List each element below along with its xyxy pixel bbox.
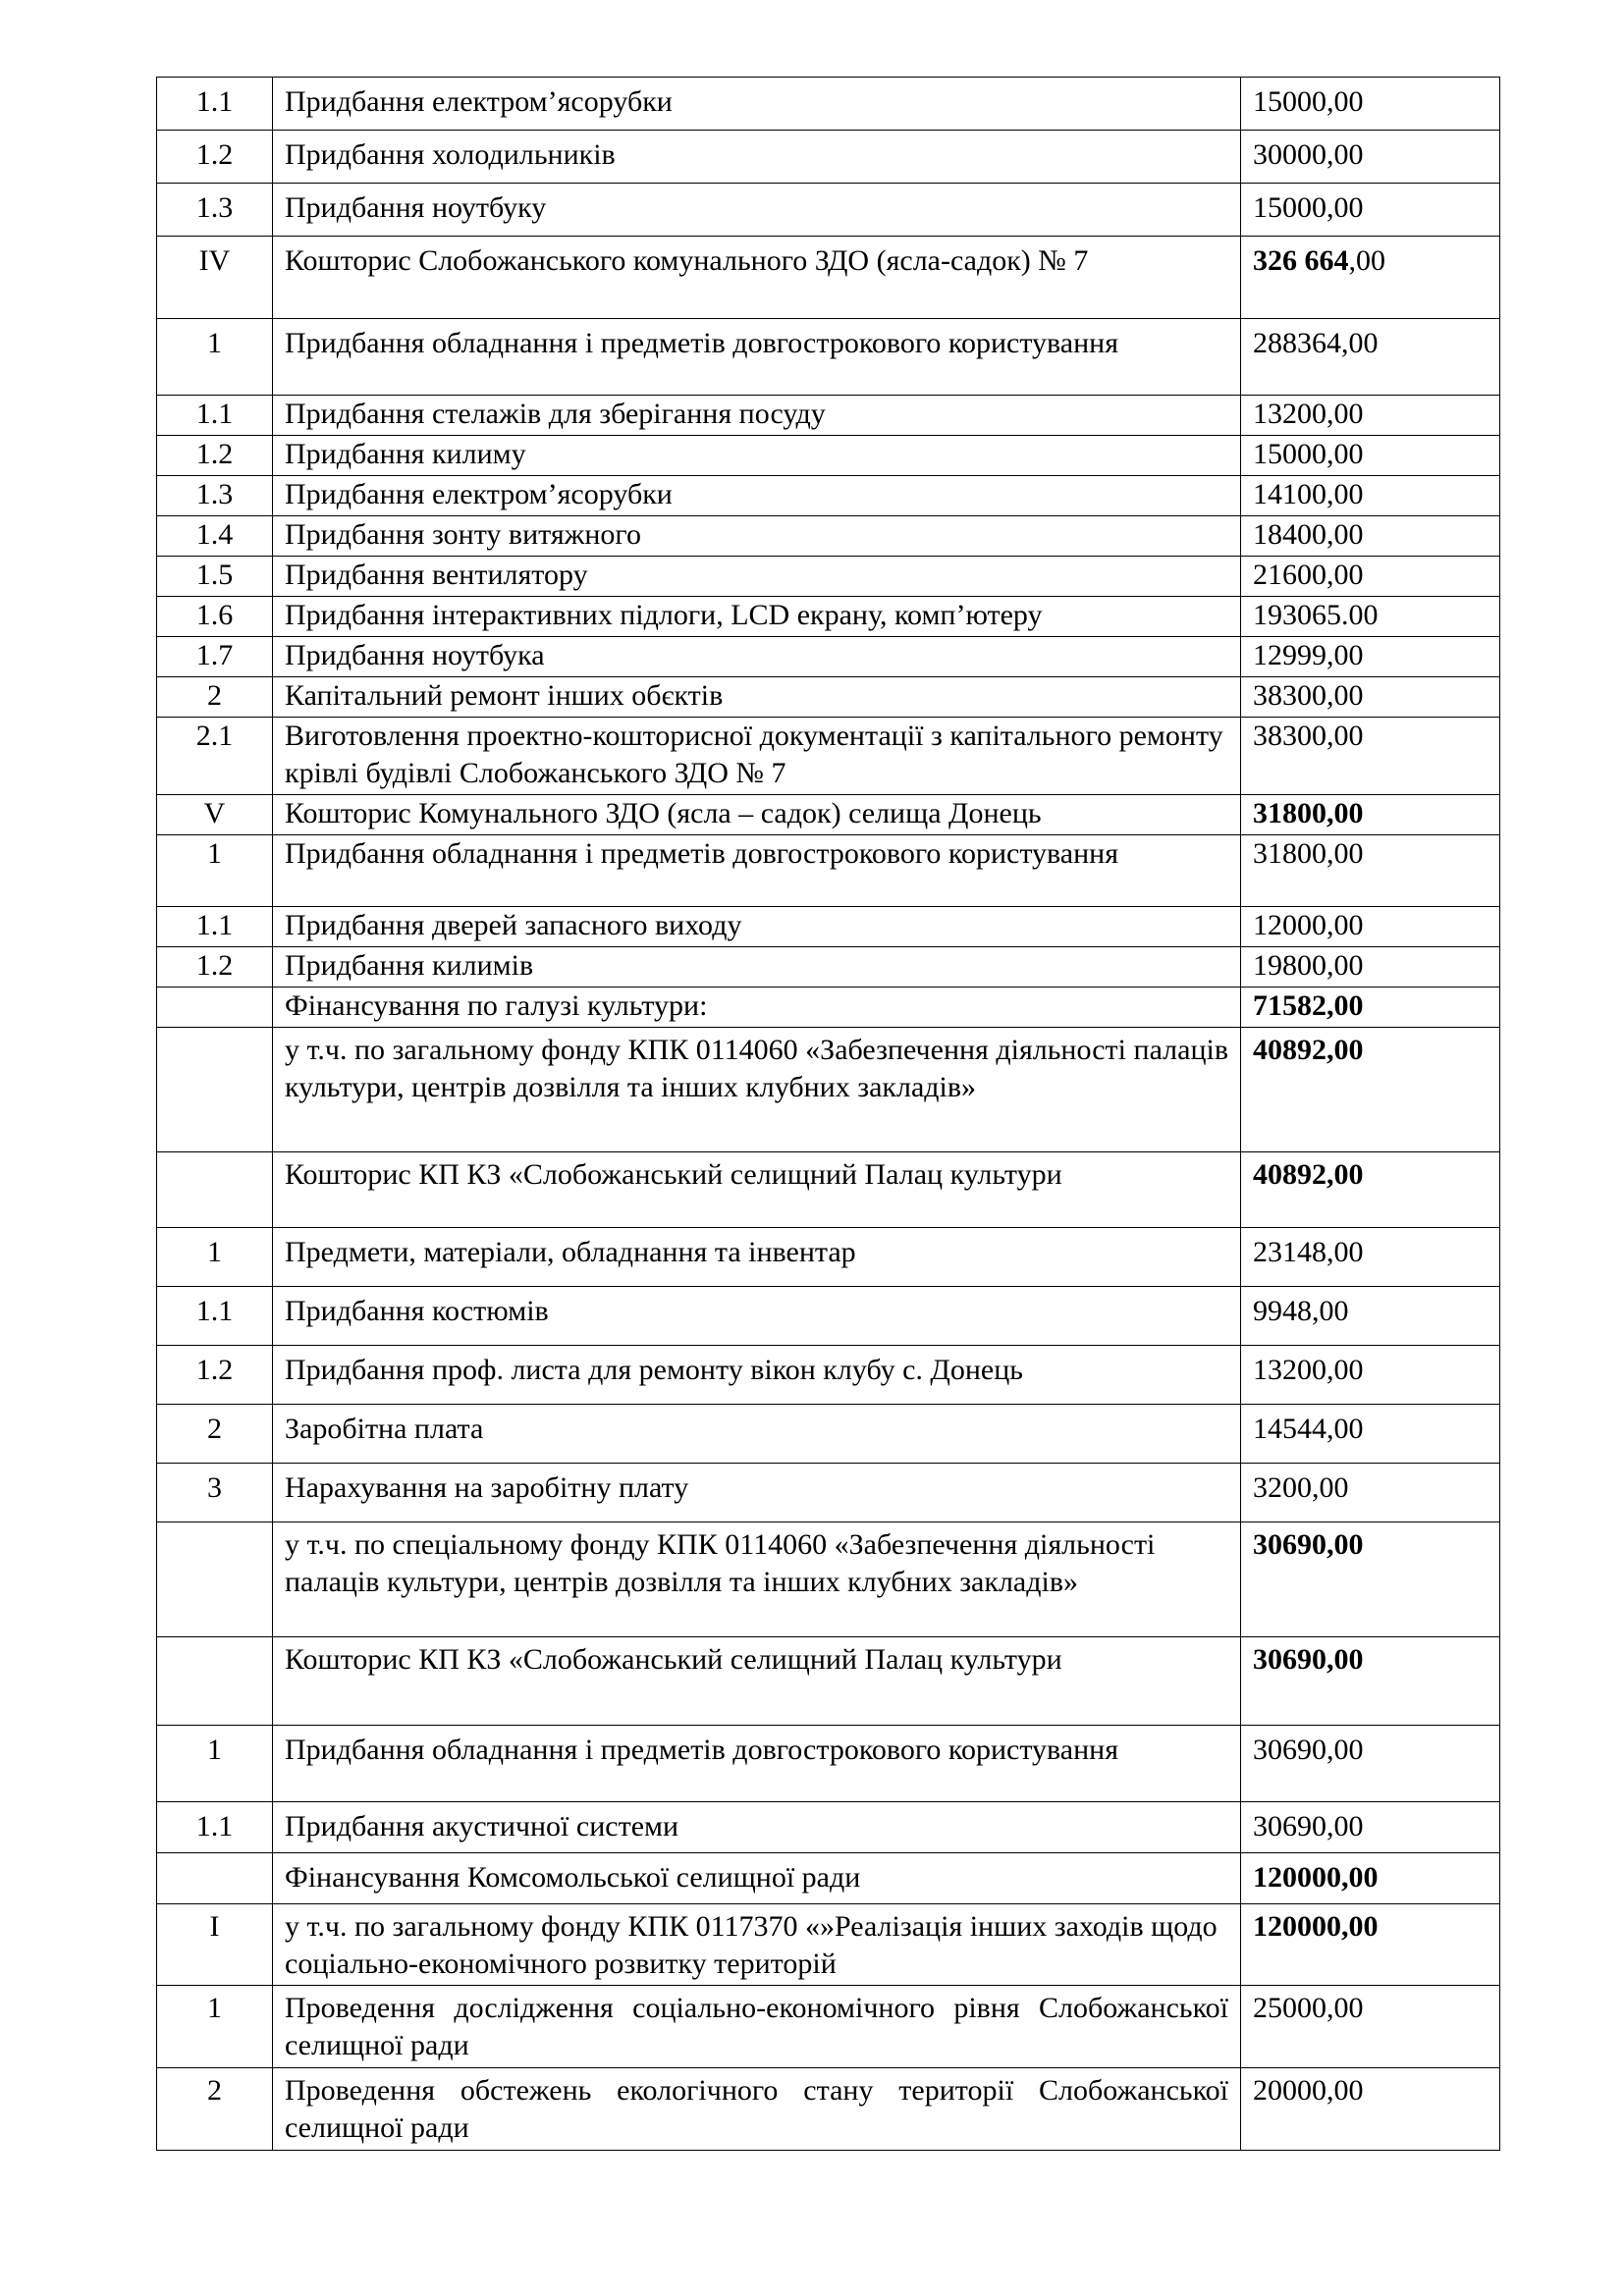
table-row [157, 1028, 1500, 1152]
row-number: V [157, 795, 273, 835]
row-description: Придбання інтерактивних підлоги, LCD екрану, комп’ютеру [273, 597, 1241, 637]
row-number [157, 1028, 273, 1152]
row-description: Придбання електром’ясорубки [273, 78, 1241, 131]
row-description: Виготовлення проектно-кошторисної документації з капітального ремонту крівлі будівлі Слобожанського ЗДО № 7 [273, 718, 1241, 795]
row-number: 2 [157, 677, 273, 718]
row-amount: 40892,00 [1241, 1152, 1500, 1228]
row-number: 1.2 [157, 947, 273, 988]
row-amount: 38300,00 [1241, 677, 1500, 718]
row-number: 1.2 [157, 1346, 273, 1405]
row-description: Придбання ноутбуку [273, 184, 1241, 237]
row-number: 1.2 [157, 436, 273, 476]
table-row [157, 1986, 1500, 2068]
row-description: Заробітна плата [273, 1405, 1241, 1464]
table-row [157, 677, 1500, 718]
row-description: Проведення обстежень екологічного стану території Слобожанської селищної ради [273, 2068, 1241, 2151]
row-number: 1.1 [157, 78, 273, 131]
row-description: Придбання костюмів [273, 1287, 1241, 1346]
row-description: у т.ч. по загальному фонду КПК 0117370 «»Реалізація інших заходів щодо соціально-економічного розвитку територій [273, 1904, 1241, 1986]
row-description: Придбання акустичної системи [273, 1802, 1241, 1853]
row-number: I [157, 1904, 273, 1986]
table-row [157, 1228, 1500, 1287]
row-description: Предмети, матеріали, обладнання та інвентар [273, 1228, 1241, 1287]
row-number: 1.5 [157, 557, 273, 597]
table-row [157, 1802, 1500, 1853]
row-number: 1.3 [157, 184, 273, 237]
table-row [157, 1152, 1500, 1228]
table-row [157, 1287, 1500, 1346]
table-row [157, 2068, 1500, 2151]
row-number: 2 [157, 2068, 273, 2151]
table-row [157, 597, 1500, 637]
row-amount: 12999,00 [1241, 637, 1500, 677]
row-amount: 120000,00 [1241, 1904, 1500, 1986]
row-number: 2 [157, 1405, 273, 1464]
row-amount: 21600,00 [1241, 557, 1500, 597]
row-amount: 30690,00 [1241, 1726, 1500, 1802]
row-amount: 15000,00 [1241, 78, 1500, 131]
row-amount: 31800,00 [1241, 795, 1500, 835]
row-number [157, 988, 273, 1028]
table-row [157, 907, 1500, 947]
row-amount: 30690,00 [1241, 1522, 1500, 1637]
row-number: 1.1 [157, 1287, 273, 1346]
row-amount: 30690,00 [1241, 1802, 1500, 1853]
row-description: у т.ч. по загальному фонду КПК 0114060 «Забезпечення діяльності палаців культури, центрів дозвілля та інших клубних закладів» [273, 1028, 1241, 1152]
table-row [157, 1522, 1500, 1637]
row-amount: 193065.00 [1241, 597, 1500, 637]
row-number: 1.4 [157, 516, 273, 557]
row-number: 1 [157, 1726, 273, 1802]
row-amount: 120000,00 [1241, 1853, 1500, 1904]
row-number: IV [157, 237, 273, 319]
budget-table [156, 77, 1500, 2151]
row-number: 1.6 [157, 597, 273, 637]
row-description: Придбання килиму [273, 436, 1241, 476]
table-row [157, 476, 1500, 516]
row-description: Фінансування по галузі культури: [273, 988, 1241, 1028]
row-number: 1.2 [157, 131, 273, 184]
row-number: 3 [157, 1464, 273, 1522]
row-description: Придбання зонту витяжного [273, 516, 1241, 557]
row-amount: 12000,00 [1241, 907, 1500, 947]
row-amount [1241, 237, 1500, 319]
row-amount-bold: 326 664 [1253, 244, 1349, 277]
table-row [157, 795, 1500, 835]
row-description: Придбання холодильників [273, 131, 1241, 184]
table-row [157, 396, 1500, 436]
row-number: 1 [157, 1986, 273, 2068]
table-row [157, 1726, 1500, 1802]
row-number: 2.1 [157, 718, 273, 795]
row-amount: 40892,00 [1241, 1028, 1500, 1152]
row-number [157, 1637, 273, 1726]
row-amount: 20000,00 [1241, 2068, 1500, 2151]
row-description: Кошторис Слобожанського комунального ЗДО (ясла-садок) № 7 [273, 237, 1241, 319]
row-number [157, 1152, 273, 1228]
row-description: Капітальний ремонт інших обєктів [273, 677, 1241, 718]
row-amount: 13200,00 [1241, 396, 1500, 436]
table-row [157, 835, 1500, 907]
row-description: Придбання килимів [273, 947, 1241, 988]
row-number: 1.3 [157, 476, 273, 516]
row-amount: 13200,00 [1241, 1346, 1500, 1405]
table-row [157, 1637, 1500, 1726]
table-row [157, 1464, 1500, 1522]
row-number: 1 [157, 319, 273, 396]
table-row [157, 1853, 1500, 1904]
row-amount: 288364,00 [1241, 319, 1500, 396]
row-description: Придбання стелажів для зберігання посуду [273, 396, 1241, 436]
table-row [157, 1346, 1500, 1405]
table-row [157, 947, 1500, 988]
table-row [157, 1405, 1500, 1464]
row-amount: 18400,00 [1241, 516, 1500, 557]
row-amount: 14544,00 [1241, 1405, 1500, 1464]
row-number: 1.1 [157, 1802, 273, 1853]
row-description: Придбання електром’ясорубки [273, 476, 1241, 516]
table-row [157, 78, 1500, 131]
row-number: 1.1 [157, 907, 273, 947]
table-row [157, 436, 1500, 476]
row-number [157, 1522, 273, 1637]
row-description: Придбання дверей запасного виходу [273, 907, 1241, 947]
row-description: Кошторис Комунального ЗДО (ясла – садок) селища Донець [273, 795, 1241, 835]
row-number: 1.7 [157, 637, 273, 677]
row-description: Придбання обладнання і предметів довгострокового користування [273, 835, 1241, 907]
row-description: Придбання обладнання і предметів довгострокового користування [273, 1726, 1241, 1802]
row-amount: 9948,00 [1241, 1287, 1500, 1346]
table-row [157, 319, 1500, 396]
row-amount: 31800,00 [1241, 835, 1500, 907]
row-description: Фінансування Комсомольської селищної ради [273, 1853, 1241, 1904]
row-description: Нарахування на заробітну плату [273, 1464, 1241, 1522]
row-amount: 19800,00 [1241, 947, 1500, 988]
row-amount: 15000,00 [1241, 436, 1500, 476]
row-description: у т.ч. по спеціальному фонду КПК 0114060 «Забезпечення діяльності палаців культури, центрів дозвілля та інших клубних закладів» [273, 1522, 1241, 1637]
row-amount: 15000,00 [1241, 184, 1500, 237]
table-row [157, 131, 1500, 184]
table-row [157, 1904, 1500, 1986]
row-amount: 14100,00 [1241, 476, 1500, 516]
row-number [157, 1853, 273, 1904]
row-description: Кошторис КП КЗ «Слобожанський селищний Палац культури [273, 1637, 1241, 1726]
row-amount: 23148,00 [1241, 1228, 1500, 1287]
row-amount: 3200,00 [1241, 1464, 1500, 1522]
table-row [157, 637, 1500, 677]
table-row [157, 516, 1500, 557]
row-description: Придбання обладнання і предметів довгострокового користування [273, 319, 1241, 396]
table-row [157, 718, 1500, 795]
row-number: 1 [157, 1228, 273, 1287]
table-row [157, 184, 1500, 237]
row-amount: 38300,00 [1241, 718, 1500, 795]
table-row [157, 237, 1500, 319]
row-amount: 30000,00 [1241, 131, 1500, 184]
row-description: Придбання ноутбука [273, 637, 1241, 677]
row-description: Проведення дослідження соціально-економічного рівня Слобожанської селищної ради [273, 1986, 1241, 2068]
row-number: 1.1 [157, 396, 273, 436]
row-description: Придбання вентилятору [273, 557, 1241, 597]
row-amount: 25000,00 [1241, 1986, 1500, 2068]
row-amount-rest: ,00 [1348, 244, 1385, 277]
row-amount: 71582,00 [1241, 988, 1500, 1028]
table-row [157, 988, 1500, 1028]
row-description: Придбання проф. листа для ремонту вікон клубу с. Донець [273, 1346, 1241, 1405]
table-row [157, 557, 1500, 597]
row-number: 1 [157, 835, 273, 907]
row-description: Кошторис КП КЗ «Слобожанський селищний Палац культури [273, 1152, 1241, 1228]
row-amount: 30690,00 [1241, 1637, 1500, 1726]
